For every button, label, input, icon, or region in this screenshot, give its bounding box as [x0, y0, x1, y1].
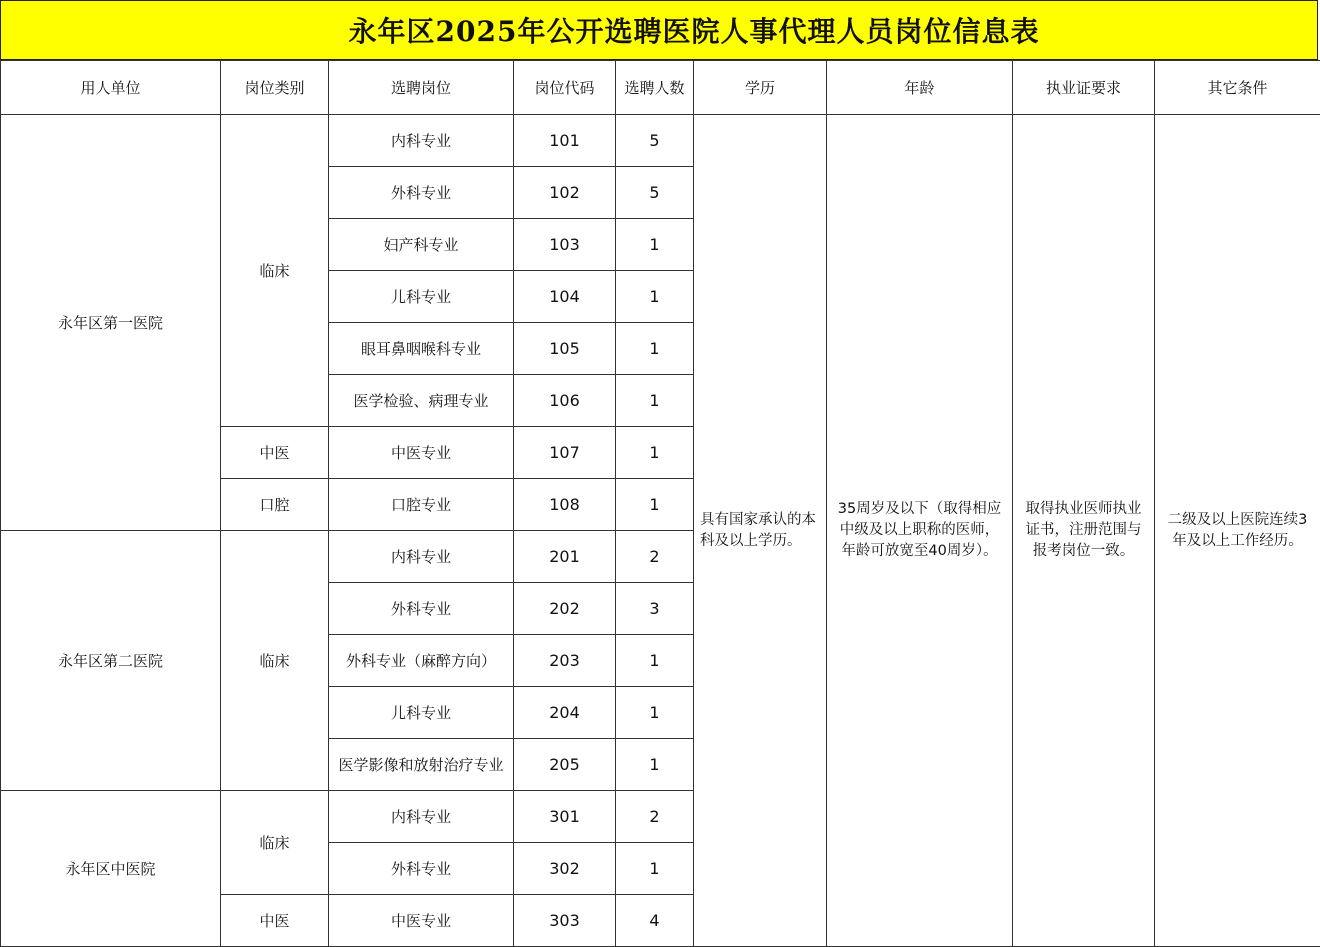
- count-cell: 2: [616, 791, 694, 843]
- code-cell: 107: [514, 427, 616, 479]
- position-cell: 内科专业: [329, 531, 514, 583]
- count-cell: 1: [616, 687, 694, 739]
- count-cell: 1: [616, 843, 694, 895]
- count-cell: 4: [616, 895, 694, 947]
- count-cell: 5: [616, 115, 694, 167]
- header-other: 其它条件: [1155, 61, 1320, 115]
- count-cell: 1: [616, 635, 694, 687]
- code-cell: 102: [514, 167, 616, 219]
- position-cell: 医学影像和放射治疗专业: [329, 739, 514, 791]
- position-cell: 外科专业: [329, 583, 514, 635]
- other-cell: 二级及以上医院连续3年及以上工作经历。: [1155, 115, 1320, 947]
- header-license: 执业证要求: [1013, 61, 1155, 115]
- code-cell: 203: [514, 635, 616, 687]
- table-row: [1, 115, 1320, 167]
- position-cell: 儿科专业: [329, 271, 514, 323]
- header-count: 选聘人数: [616, 61, 694, 115]
- header-category: 岗位类别: [221, 61, 329, 115]
- position-cell: 内科专业: [329, 115, 514, 167]
- sheet-title: 永年区2025年公开选聘医院人事代理人员岗位信息表: [279, 10, 1040, 50]
- code-cell: 302: [514, 843, 616, 895]
- category-cell: 中医: [221, 427, 329, 479]
- category-cell: 临床: [221, 791, 329, 895]
- count-cell: 1: [616, 323, 694, 375]
- age-cell: 35周岁及以下（取得相应中级及以上职称的医师，年龄可放宽至40周岁）。: [827, 115, 1013, 947]
- count-cell: 2: [616, 531, 694, 583]
- header-unit: 用人单位: [1, 61, 221, 115]
- code-cell: 201: [514, 531, 616, 583]
- count-cell: 5: [616, 167, 694, 219]
- header-code: 岗位代码: [514, 61, 616, 115]
- position-cell: 儿科专业: [329, 687, 514, 739]
- code-cell: 205: [514, 739, 616, 791]
- code-cell: 105: [514, 323, 616, 375]
- unit-cell: 永年区第二医院: [1, 531, 221, 791]
- code-cell: 202: [514, 583, 616, 635]
- position-cell: 外科专业: [329, 843, 514, 895]
- code-cell: 108: [514, 479, 616, 531]
- header-education: 学历: [694, 61, 827, 115]
- title-banner: [0, 0, 1318, 60]
- count-cell: 1: [616, 479, 694, 531]
- code-cell: 301: [514, 791, 616, 843]
- code-cell: 303: [514, 895, 616, 947]
- header-position: 选聘岗位: [329, 61, 514, 115]
- count-cell: 1: [616, 219, 694, 271]
- count-cell: 1: [616, 427, 694, 479]
- code-cell: 101: [514, 115, 616, 167]
- position-cell: 妇产科专业: [329, 219, 514, 271]
- header-age: 年龄: [827, 61, 1013, 115]
- count-cell: 1: [616, 375, 694, 427]
- unit-cell: 永年区第一医院: [1, 115, 221, 531]
- position-cell: 外科专业: [329, 167, 514, 219]
- position-cell: 外科专业（麻醉方向）: [329, 635, 514, 687]
- category-cell: 中医: [221, 895, 329, 947]
- position-cell: 内科专业: [329, 791, 514, 843]
- count-cell: 1: [616, 271, 694, 323]
- category-cell: 临床: [221, 115, 329, 427]
- count-cell: 3: [616, 583, 694, 635]
- category-cell: 临床: [221, 531, 329, 791]
- license-cell: 取得执业医师执业证书，注册范围与报考岗位一致。: [1013, 115, 1155, 947]
- code-cell: 103: [514, 219, 616, 271]
- position-cell: 口腔专业: [329, 479, 514, 531]
- count-cell: 1: [616, 739, 694, 791]
- header-row: [1, 61, 1320, 115]
- education-cell: 具有国家承认的本科及以上学历。: [694, 115, 827, 947]
- position-cell: 眼耳鼻咽喉科专业: [329, 323, 514, 375]
- position-cell: 中医专业: [329, 895, 514, 947]
- position-cell: 中医专业: [329, 427, 514, 479]
- category-cell: 口腔: [221, 479, 329, 531]
- code-cell: 106: [514, 375, 616, 427]
- unit-cell: 永年区中医院: [1, 791, 221, 947]
- position-cell: 医学检验、病理专业: [329, 375, 514, 427]
- code-cell: 104: [514, 271, 616, 323]
- positions-table: [0, 60, 1320, 947]
- code-cell: 204: [514, 687, 616, 739]
